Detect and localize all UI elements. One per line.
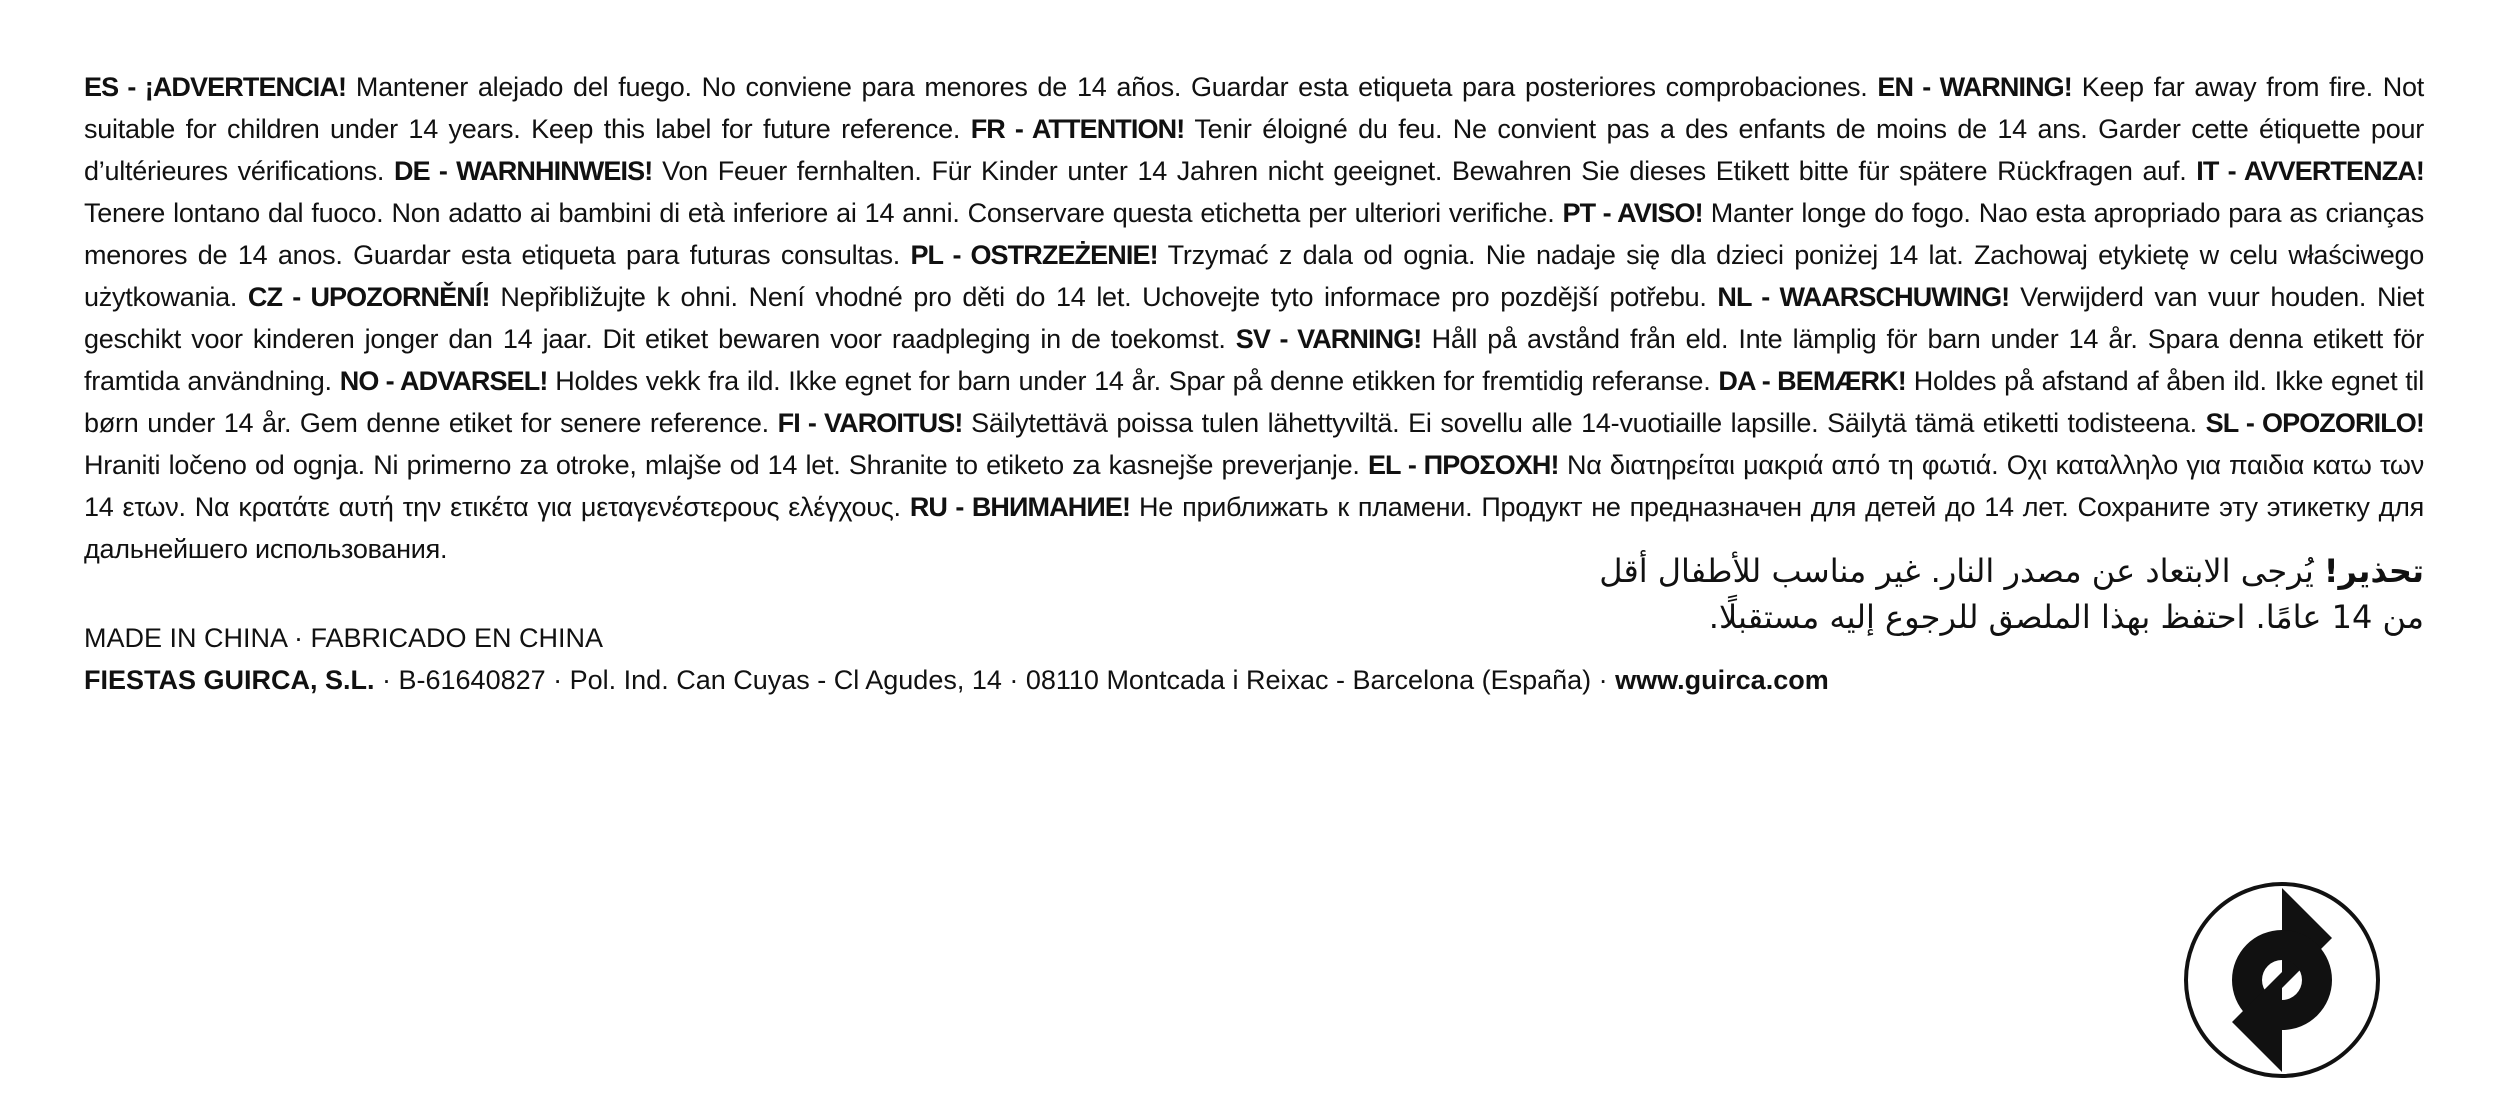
warning-code-ru: RU - ВНИМАНИЕ! (909, 492, 1131, 522)
warning-code-pt: PT - AVISO! (1562, 198, 1703, 228)
company-info (84, 660, 1829, 700)
company-website: www.guirca.com (1615, 665, 1829, 695)
warning-text-fr: Tenir éloigné du feu. Ne convient pas a des enfants de moins de 14 ans. Garder cette étiquette pour d’ultérieures vérifications. (84, 114, 2424, 186)
warning-code-cz: CZ - UPOZORNĚNÍ! (247, 282, 490, 312)
made-in-text: MADE IN CHINA · FABRICADO EN CHINA (84, 623, 604, 653)
warning-text-cz: Nepřibližujte k ohni. Není vhodné pro děti do 14 let. Uchovejte tyto informace pro pozdější potřebu. (489, 282, 1718, 312)
warning-text-sv: Håll på avstånd från eld. Inte lämplig för barn under 14 år. Spara denna etikett för framtida användning. (84, 324, 2424, 396)
warning-code-de: DE - WARNHINWEIS! (394, 156, 653, 186)
warning-text-sl: Hraniti ločeno od ognja. Ni primerno za otroke, mlajše od 14 let. Shranite to etiketo za kasnejše preverjanje. (84, 450, 1368, 480)
warning-code-sv: SV - VARNING! (1235, 324, 1422, 354)
company-name: FIESTAS GUIRCA, S.L. (84, 665, 375, 695)
warning-code-ar: تحذير! (2323, 552, 2424, 590)
warning-text-en: Keep far away from fire. Not suitable for children under 14 years. Keep this label for future reference. (84, 72, 2424, 144)
warning-code-nl: NL - WAARSCHUWING! (1717, 282, 2010, 312)
warning-code-sl: SL - OPOZORILO! (2205, 408, 2424, 438)
warning-text-pl: Trzymać z dala od ognia. Nie nadaje się dla dzieci poniżej 14 lat. Zachowaj etykietę w celu właściwego użytkowania. (84, 240, 2424, 312)
warning-text-ar: يُرجى الابتعاد عن مصدر النار. غير مناسب للأطفال أقل من 14 عامًا. احتفظ بهذا الملصق للرجوع إليه مستقبلًا. (1599, 552, 2424, 636)
warning-code-el: EL - ΠΡΟΣΟΧΗ! (1367, 450, 1559, 480)
warning-code-fi: FI - VAROITUS! (777, 408, 963, 438)
warning-code-fr: FR - ATTENTION! (970, 114, 1185, 144)
warning-text-nl: Verwijderd van vuur houden. Niet geschikt voor kinderen jonger dan 14 jaar. Dit etiket bewaren voor raadpleging in de toekomst. (84, 282, 2424, 354)
green-dot-recycling-icon (2182, 880, 2382, 1080)
warning-arabic (1564, 548, 2424, 640)
warning-code-pl: PL - OSTRZEŻENIE! (910, 240, 1158, 270)
warning-text-de: Von Feuer fernhalten. Für Kinder unter 14 Jahren nicht geeignet. Bewahren Sie dieses Etikett bitte für spätere Rückfragen auf. (652, 156, 2197, 186)
warning-code-it: IT - AVVERTENZA! (2196, 156, 2424, 186)
multilingual-warnings (84, 66, 2424, 570)
warning-text-es: Mantener alejado del fuego. No conviene para menores de 14 años. Guardar esta etiqueta para posteriores comprobaciones. (346, 72, 1878, 102)
company-details: · B-61640827 · Pol. Ind. Can Cuyas - Cl Agudes, 14 · 08110 Montcada i Reixac - Barcelona (España) · (374, 665, 1616, 695)
warning-text-da: Holdes på afstand af åben ild. Ikke egnet til børn under 14 år. Gem denne etiket for senere reference. (84, 366, 2424, 438)
warning-text-fi: Säilytettävä poissa tulen lähettyviltä. Ei sovellu alle 14-vuotiaille lapsille. Säilytä tämä etiketti todisteena. (962, 408, 2206, 438)
warning-text-no: Holdes vekk fra ild. Ikke egnet for barn under 14 år. Spar på denne etikken for fremtidig referanse. (547, 366, 1719, 396)
warning-code-en: EN - WARNING! (1877, 72, 2072, 102)
warning-text-el: Να διατηρείται μακριά από τη φωτιά. Οχι καταλληλο για παιδια κατω των 14 ετων. Να κρατάτε αυτή την ετικέτα για μεταγενέστερους ελέγχους. (84, 450, 2424, 522)
warning-code-es: ES - ¡ADVERTENCIA! (84, 72, 347, 102)
warning-code-da: DA - BEMÆRK! (1718, 366, 1906, 396)
warning-text-pt: Manter longe do fogo. Nao esta apropriado para as crianças menores de 14 anos. Guardar esta etiqueta para futuras consultas. (84, 198, 2424, 270)
warning-text-ru: Не приближать к пламени. Продукт не предназначен для детей до 14 лет. Сохраните эту этикетку для дальнейшего использования. (84, 492, 2424, 564)
warning-text-it: Tenere lontano dal fuoco. Non adatto ai bambini di età inferiore ai 14 anni. Conservare questa etichetta per ulteriori verifiche. (84, 198, 1563, 228)
warning-code-no: NO - ADVARSEL! (339, 366, 548, 396)
